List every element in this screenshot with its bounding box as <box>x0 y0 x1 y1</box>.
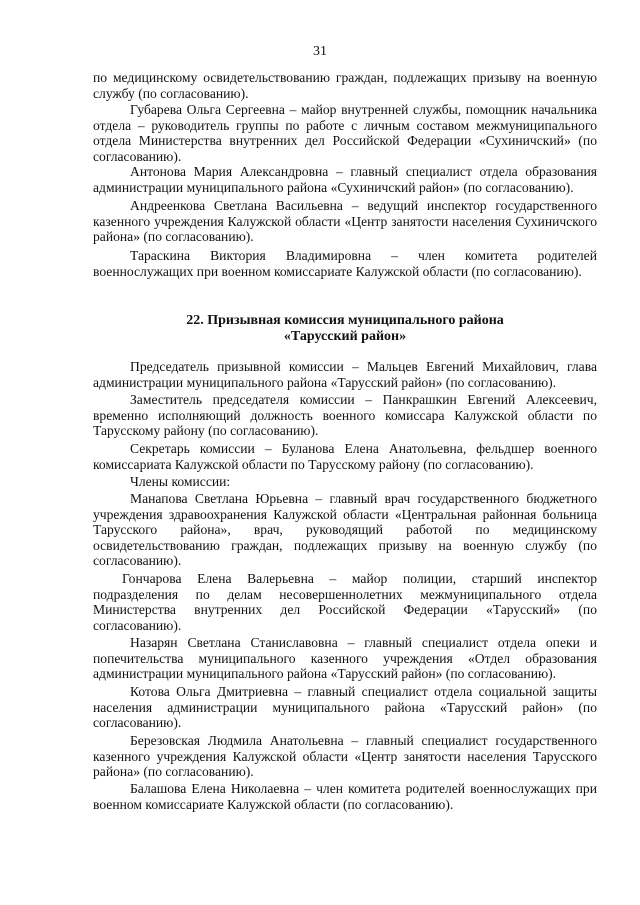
member-balashova: Балашова Елена Николаевна – член комитета родителей военнослужащих при военном комиссариате Калужской области (по согласованию). <box>93 781 597 812</box>
member-berezovskaya: Березовская Людмила Анатольевна – главный специалист государственного казенного учреждения Калужской области «Центр занятости населения Тарусского района» (по согласованию). <box>93 733 597 780</box>
member-kotova: Котова Ольга Дмитриевна – главный специалист отдела социальной защиты населения администрации муниципального района «Тарусский район» (по согласованию). <box>93 684 597 731</box>
paragraph-gubareva: Губарева Ольга Сергеевна – майор внутренней службы, помощник начальника отдела – руководитель группы по работе с личным составом межмуниципального отдела Министерства внутренних дел Российской Федерации «Сухиничский» (по согласованию). <box>93 102 597 164</box>
paragraph-deputy: Заместитель председателя комиссии – Панкрашкин Евгений Алексеевич, временно исполняющий должность военного комиссара Калужской области по Тарусскому району (по согласованию). <box>93 392 597 439</box>
member-manapova: Манапова Светлана Юрьевна – главный врач государственного бюджетного учреждения здравоохранения Калужской области «Центральная районная больница Тарусского района», врач, руководящий работой по медицинскому освидетельствованию граждан, подлежащих призыву на военную службу (по согласованию). <box>93 491 597 569</box>
paragraph-taraskina: Тараскина Виктория Владимировна – член комитета родителей военнослужащих при военном комиссариате Калужской области (по согласованию). <box>93 248 597 279</box>
section-heading-line2: «Тарусский район» <box>283 329 407 344</box>
paragraph-andreenkova: Андреенкова Светлана Васильевна – ведущий инспектор государственного казенного учреждения Калужской области «Центр занятости населения Сухиничского района» (по согласованию). <box>93 198 597 245</box>
paragraph-chairman: Председатель призывной комиссии – Мальцев Евгений Михайлович, глава администрации муниципального района «Тарусский район» (по согласованию). <box>93 359 597 390</box>
member-nazaryan: Назарян Светлана Станиславовна – главный специалист отдела опеки и попечительства муниципального казенного учреждения «Отдел образования администрации муниципального района «Тарусский район» (по согласованию). <box>93 635 597 682</box>
paragraph-antonova: Антонова Мария Александровна – главный специалист отдела образования администрации муниципального района «Сухиничский район» (по согласованию). <box>93 164 597 195</box>
page-number: 31 <box>313 44 327 59</box>
section-heading-line1: 22. Призывная комиссия муниципального района <box>186 313 504 328</box>
members-label: Члены комиссии: <box>130 474 231 489</box>
member-goncharova: Гончарова Елена Валерьевна – майор полиции, старший инспектор подразделения по делам несовершеннолетних межмуниципального отдела Министерства внутренних дел Российской Федерации «Тарусский» (по согласованию). <box>93 571 597 633</box>
section-heading <box>93 313 597 345</box>
paragraph-secretary: Секретарь комиссии – Буланова Елена Анатольевна, фельдшер военного комиссариата Калужской области по Тарусскому району (по согласованию). <box>93 441 597 472</box>
paragraph-medical-continuation: по медицинскому освидетельствованию граждан, подлежащих призыву на военную службу (по согласованию). <box>93 70 597 101</box>
